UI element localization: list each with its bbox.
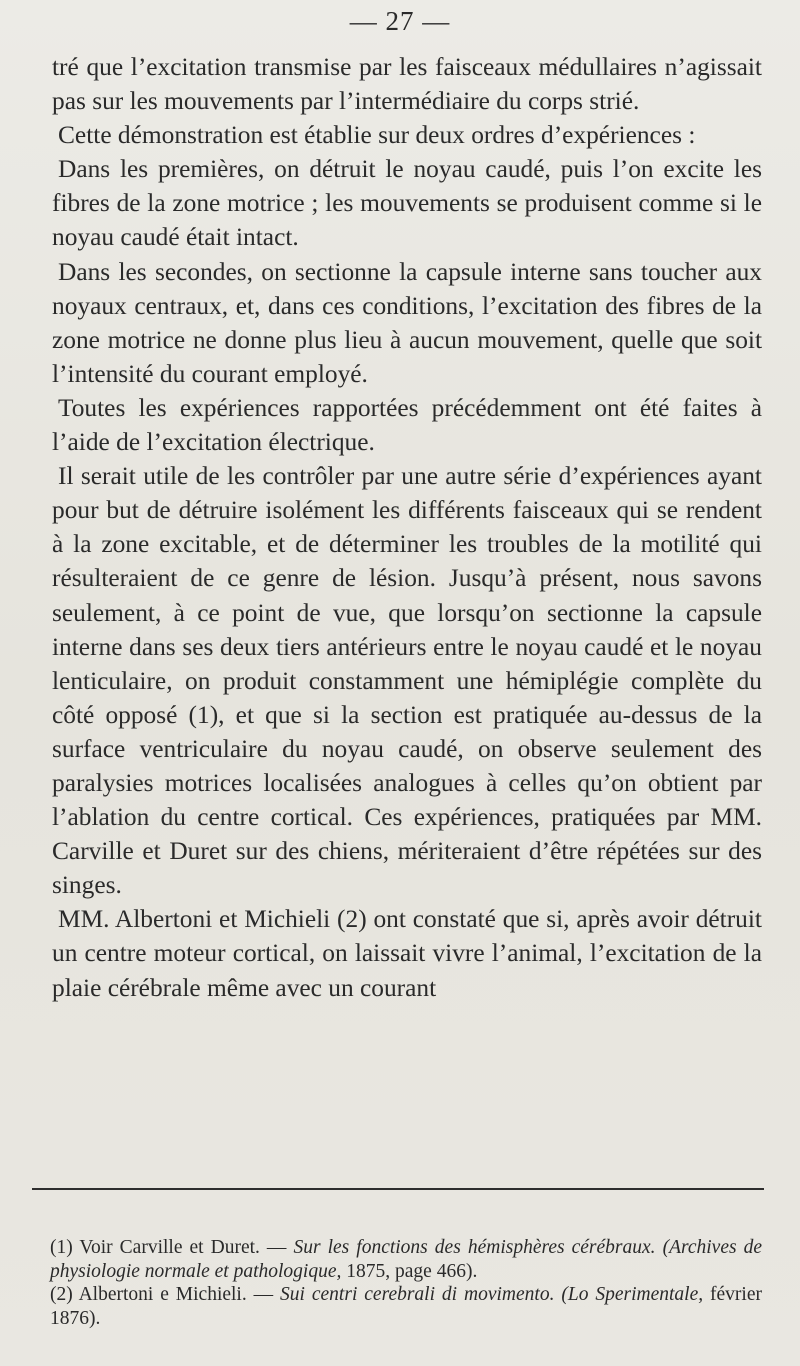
footnote-1 — [30, 1236, 762, 1283]
footnote-1-title: Sur les fonctions des hémisphères cérébraux. (Archives de physiologie normale et pathologique, — [50, 1237, 762, 1282]
paragraph-7: MM. Albertoni et Michieli (2) ont constaté que si, après avoir détruit un centre moteur cortical, on laissait vivre l’animal, l’excitation de la plaie cérébrale même avec un courant — [52, 905, 762, 1002]
footnote-2-suffix: février 1876). — [50, 1284, 762, 1329]
footnote-2 — [30, 1283, 762, 1330]
footnote-1-suffix: 1875, page 466). — [341, 1260, 478, 1282]
footnotes — [30, 1236, 762, 1330]
footnote-2-title: Sui centri cerebrali di movimento. (Lo Sperimentale, — [280, 1284, 704, 1305]
footnote-divider — [32, 1188, 764, 1190]
main-text — [52, 50, 762, 1005]
paragraph-1: tré que l’excitation transmise par les faisceaux médullaires n’agissait pas sur les mouvements par l’intermédiaire du corps strié. — [52, 53, 762, 116]
paragraph-5: Toutes les expériences rapportées précédemment ont été faites à l’aide de l’excitation électrique. — [52, 393, 762, 457]
paragraph-2: Cette démonstration est établie sur deux ordres d’expériences : — [58, 121, 696, 150]
paragraph-6: Il serait utile de les contrôler par une autre série d’expériences ayant pour but de détruire isolément les différents faisceaux qui se rendent à la zone excitable, et de déterminer les troubles de la motilité qui résulteraient de ce genre de lésion. Jusqu’à présent, nous savons seulement, à ce point de vue, que lorsqu’on sectionne la capsule interne dans ses deux tiers antérieurs entre le noyau caudé et le noyau lenticulaire, on produit constamment une hémiplégie complète du côté opposé (1), et que si la section est pratiquée au-dessus de la surface ventriculaire du noyau caudé, on observe seulement des paralysies motrices localisées analogues à celles qu’on obtient par l’ablation du centre cortical. Ces expériences, pratiquées par MM. Carville et Duret sur des chiens, mériteraient d’être répétées sur des singes. — [52, 462, 762, 900]
paragraph-4: Dans les secondes, on sectionne la capsule interne sans toucher aux noyaux centraux, et, dans ces conditions, l’excitation des fibres de la zone motrice ne donne plus lieu à aucun mouvement, quelle que soit l’intensité du courant employé. — [52, 257, 762, 388]
page-number: — 27 — — [349, 6, 451, 36]
footnote-1-prefix: (1) Voir Carville et Duret. — — [50, 1237, 294, 1258]
paragraph-3: Dans les premières, on détruit le noyau caudé, puis l’on excite les fibres de la zone motrice ; les mouvements se produisent comme si le noyau caudé était intact. — [52, 155, 762, 252]
footnote-2-prefix: (2) Albertoni e Michieli. — — [50, 1284, 281, 1305]
